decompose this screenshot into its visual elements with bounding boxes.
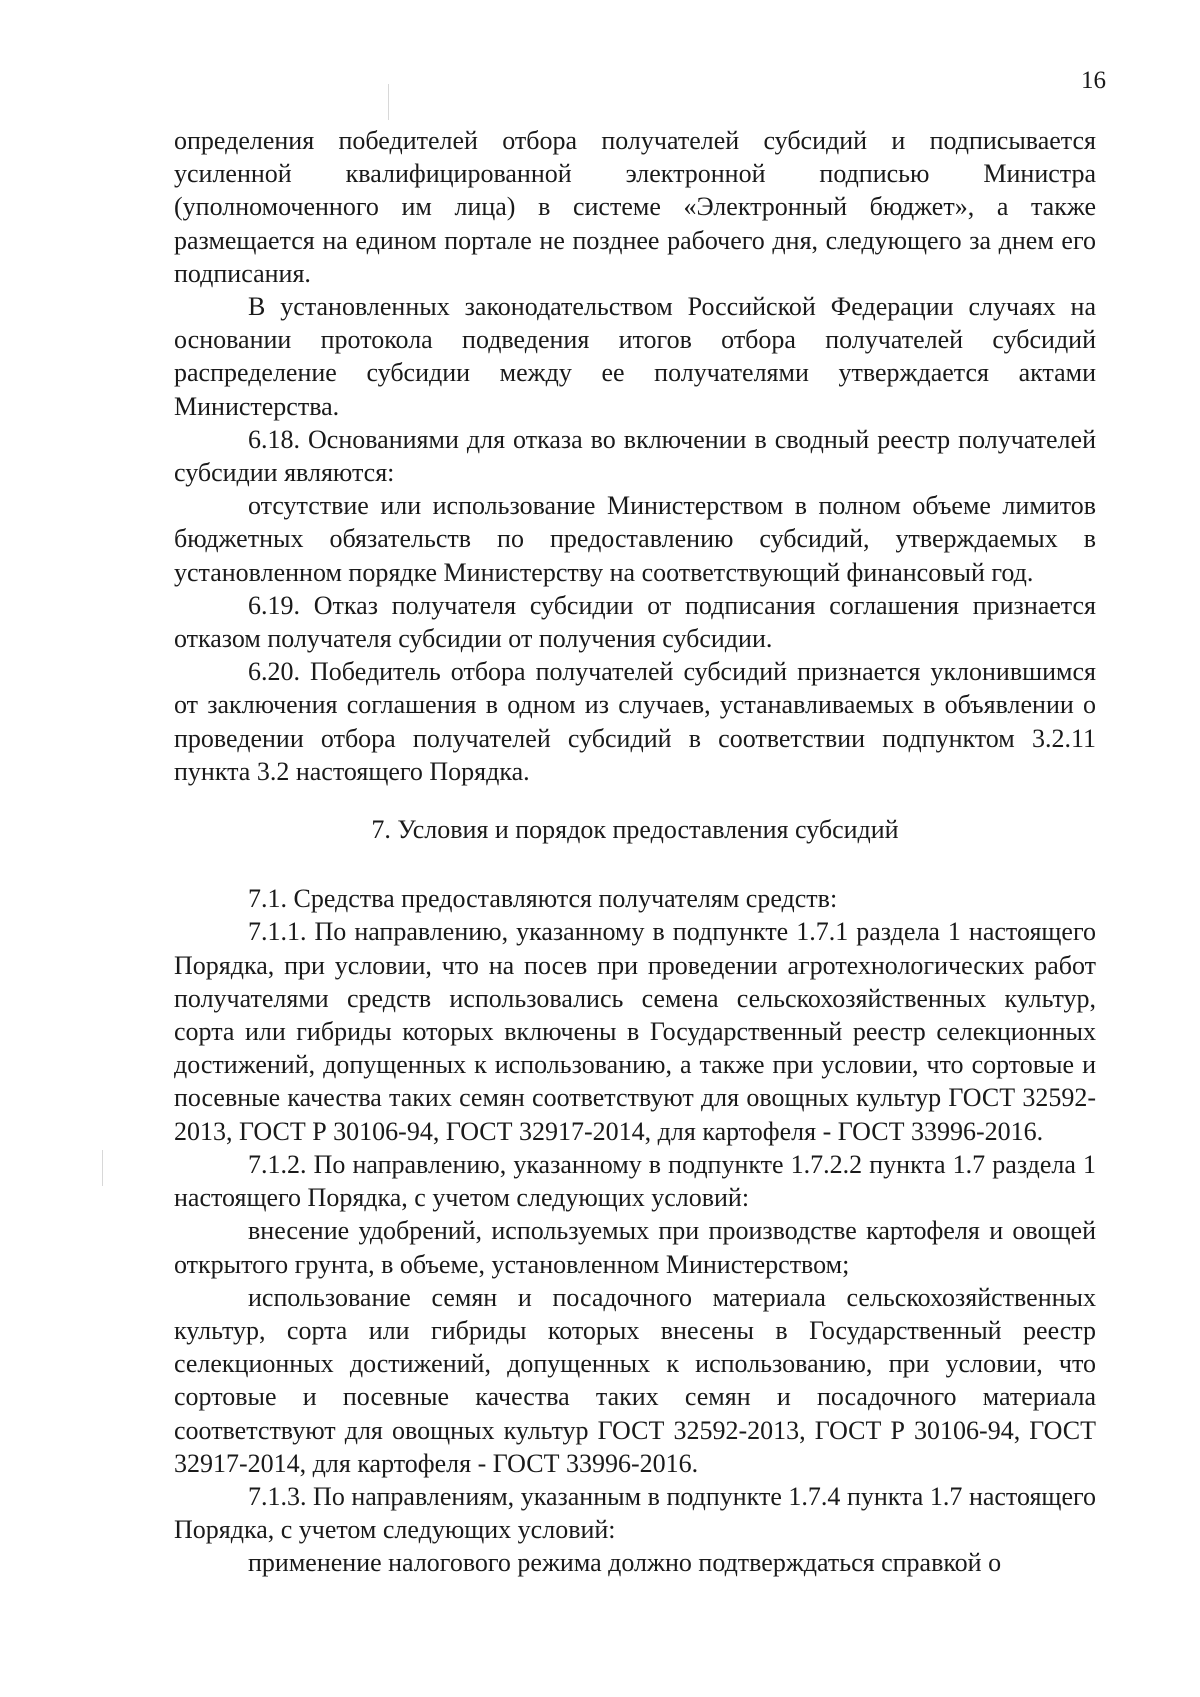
paragraph: применение налогового режима должно подтверждаться справкой о	[248, 1548, 1002, 1578]
document-body	[174, 124, 1096, 1580]
paragraph-7-1: 7.1. Средства предоставляются получателям средств:	[248, 884, 838, 914]
scan-artifact-line	[102, 1150, 103, 1186]
scan-artifact-line	[388, 84, 389, 120]
paragraph-7-1-1: 7.1.1. По направлению, указанному в подпункте 1.7.1 раздела 1 настоящего Порядка, при условии, что на посев при проведении агротехнологических работ получателями средств использовались семена сельскохозяйственных культур, сорта или гибриды которых включены в Государственный реестр селекционных достижений, допущенных к использованию, а также при условии, что сортовые и посевные качества таких семян соответствуют для овощных культур ГОСТ 32592-2013, ГОСТ Р 30106-94, ГОСТ 32917-2014, для картофеля - ГОСТ 33996-2016.	[174, 917, 1096, 1146]
paragraph: использование семян и посадочного материала сельскохозяйственных культур, сорта или гибриды которых внесены в Государственный реестр селекционных достижений, допущенных к использованию, при условии, что сортовые и посевные качества таких семян и посадочного материала соответствуют для овощных культур ГОСТ 32592-2013, ГОСТ Р 30106-94, ГОСТ 32917-2014, для картофеля - ГОСТ 33996-2016.	[174, 1282, 1096, 1478]
paragraph-6-19: 6.19. Отказ получателя субсидии от подписания соглашения признается отказом получателя субсидии от получения субсидии.	[174, 590, 1096, 654]
paragraph-6-18: 6.18. Основаниями для отказа во включении в сводный реестр получателей субсидии являются:	[174, 424, 1096, 488]
paragraph-7-1-2: 7.1.2. По направлению, указанному в подпункте 1.7.2.2 пункта 1.7 раздела 1 настоящего Порядка, с учетом следующих условий:	[174, 1149, 1096, 1213]
paragraph: отсутствие или использование Министерством в полном объеме лимитов бюджетных обязательств по предоставлению субсидий, утверждаемых в установленном порядке Министерству на соответствующий финансовый год.	[174, 491, 1096, 587]
paragraph-6-20: 6.20. Победитель отбора получателей субсидий признается уклонившимся от заключения соглашения в одном из случаев, устанавливаемых в объявлении о проведении отбора получателей субсидий в соответствии подпунктом 3.2.11 пункта 3.2 настоящего Порядка.	[174, 657, 1096, 786]
paragraph: В установленных законодательством Российской Федерации случаях на основании протокола подведения итогов отбора получателей субсидий распределение субсидии между ее получателями утверждается актами Министерства.	[174, 292, 1096, 421]
paragraph: внесение удобрений, используемых при производстве картофеля и овощей открытого грунта, в объеме, установленном Министерством;	[174, 1216, 1096, 1279]
paragraph-7-1-3: 7.1.3. По направлениям, указанным в подпункте 1.7.4 пункта 1.7 настоящего Порядка, с учетом следующих условий:	[174, 1481, 1096, 1545]
page-number: 16	[1081, 67, 1106, 94]
paragraph-continuation: определения победителей отбора получателей субсидий и подписывается усиленной квалифицированной электронной подписью Министра (уполномоченного им лица) в системе «Электронный бюджет», а также размещается на едином портале не позднее рабочего дня, следующего за днем его подписания.	[174, 126, 1096, 288]
section-heading: 7. Условия и порядок предоставления субсидий	[371, 815, 899, 845]
